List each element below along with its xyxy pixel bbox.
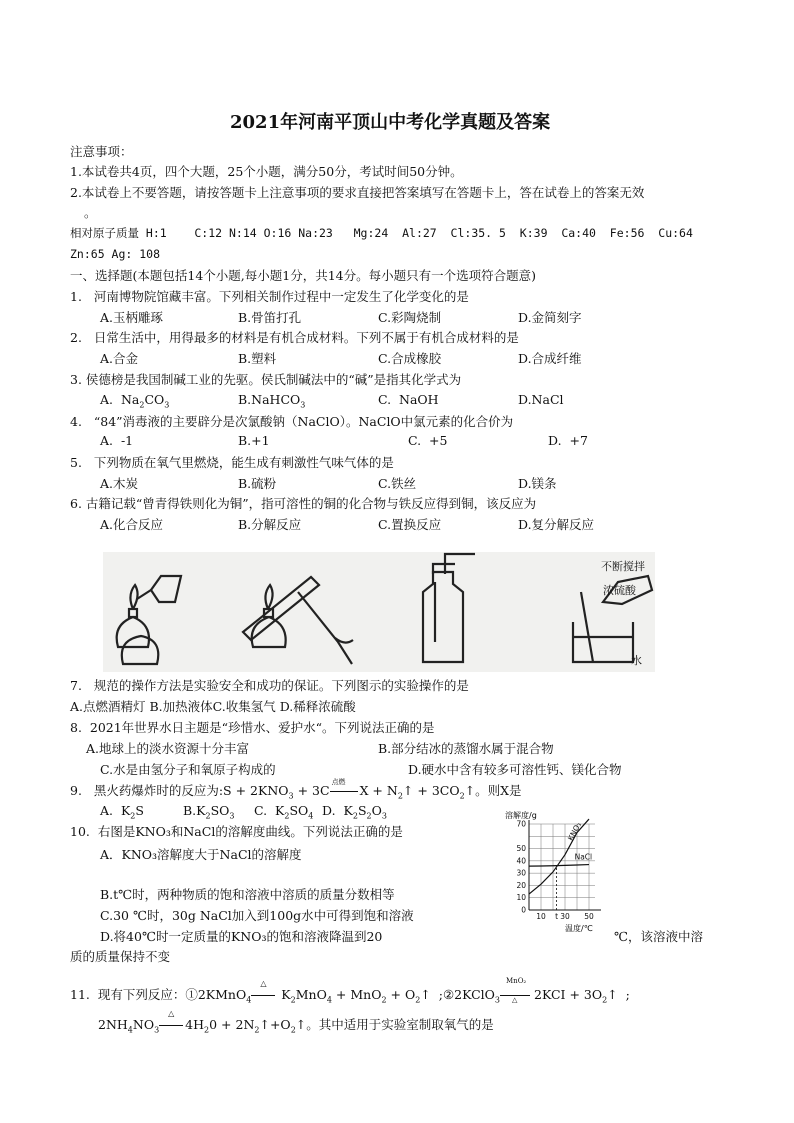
option-a: A.地球上的淡水资源十分丰富 [86,741,250,756]
x-tick-label: 30 [560,912,570,921]
option-b: B.t℃时，两种物质的饱和溶液中溶质的质量分数相等 [100,887,395,902]
solubility-chart [505,810,625,932]
question-stem: 4. “84”消毒液的主要辟分是次氯酸钠（NaClO）。NaClO中氯元素的化合价为 [70,414,514,429]
y-tick-label: 30 [516,868,526,878]
option-c: C. $K_2SO_4$ [254,803,314,821]
option-d: D.镁条 [518,476,557,491]
question-stem-line2: $2NH_4NO_3$ △ $4H_20$ + $2N_2↑+O_2↑$。其中适用于实验室制取氧气的是 [98,1009,494,1035]
option-d: D.NaCl [518,392,564,407]
question-stem: 7. 规范的操作方法是实验安全和成功的保证。下列图示的实验操作的是 [70,678,469,693]
y-tick-label: 50 [516,844,526,854]
chart-xlabel: 温度/℃ [565,924,593,932]
lab-operations-drawing [103,552,655,672]
question-stem: 8. 2021年世界水日主题是“珍惜水、爱护水“。下列说法正确的是 [70,720,435,735]
series-line [529,865,589,867]
option-b: $B.K_2SO_3$ [183,803,235,821]
page-title: 2021年河南平顶山中考化学真题及答案 [230,112,551,133]
section-heading: 一、选择题(本题包括14个小题,每小题1分，共14分。每小题只有一个选项符合题意) [70,268,536,283]
option-b: B.分解反应 [238,517,302,532]
option-b: B.+1 [238,433,270,448]
label-water: 水 [631,654,642,667]
question-stem: 3. 侯德榜是我国制碱工业的先驱。侯氏制碱法中的“碱”是指其化学式为 [70,372,462,387]
option-d: D.复分解反应 [518,517,595,532]
option-d: D.将40℃时一定质量的KNO₃的饱和溶液降温到20 [100,929,383,944]
option-a: A. $Na_2CO_3$ [100,392,170,410]
option-c: C.30 ℃时，30g NaCl加入到100g水中可得到饱和溶液 [100,908,414,923]
option-a: A.合金 [100,351,139,366]
x-tick-label: t [555,912,559,921]
option-c: C.置换反应 [378,517,442,532]
notice-item: 1.本试卷共4页，四个大题，25个小题，满分50分，考试时间50分钟。 [70,164,463,179]
option-d-wrap: 质的质量保持不变 [70,949,171,964]
question-stem: 9. 黑火药爆炸时的反应为:S + $2KNO_3 + 3C$ 点燃 $X + N_2↑$ + $3CO_2↑$。则X是 [70,778,522,801]
question-stem: 5. 下列物质在氧气里燃烧，能生成有刺激性气味气体的是 [70,455,394,470]
series-label: NaCl [574,852,593,862]
option-a: A. $K_2S$ [100,803,144,821]
question-stem: 11. 现有下列反应：①2KMnO$_4$ △ $K_2MnO_4 + MnO_2$ + $O_2↑$ ;②2KClO$_3$ MnO₂ △ $2KCI + 3O_2↑$ ; [70,977,630,1005]
option-d: D. $K_2S_2O_3$ [322,803,387,821]
question-stem: 1. 河南博物院馆藏丰富。下列相关制作过程中一定发生了化学变化的是 [70,289,469,304]
option-d: D.硬水中含有较多可溶性钙、镁化合物 [408,762,622,777]
notice-item: 2.本试卷上不要答题，请按答题卡上注意事项的要求直接把答案填写在答题卡上，答在试卷上的答案无效 [70,185,645,200]
y-tick-label: 40 [516,856,526,866]
x-tick-label: 50 [584,912,594,921]
option-b: B.部分结冰的蒸馏水属于混合物 [378,741,554,756]
option-b: B.NaHCO$_3$ [238,392,306,410]
option-a: A. -1 [100,433,134,448]
question-stem: 2. 日常生活中，用得最多的材料是有机合成材料。下列不属于有机合成材料的是 [70,330,519,345]
x-tick-label: 10 [536,912,546,921]
notice-item: 。 [84,205,97,220]
question-options: A.点燃酒精灯 B.加热液体C.收集氢气 D.稀释浓硫酸 [70,699,356,714]
option-b: B.硫粉 [238,476,277,491]
option-c: C.水是由氢分子和氧原子构成的 [100,762,276,777]
option-c: C.彩陶烧制 [378,310,442,325]
option-a: A.木炭 [100,476,139,491]
option-c: C. NaOH [378,392,439,407]
label-acid: 浓硫酸 [603,584,636,597]
option-a: A．KNO₃溶解度大于NaCl的溶解度 [100,847,302,862]
option-d: D. +7 [548,433,588,448]
option-b: B.塑料 [238,351,277,366]
question-stem: 6. 古籍记载“曾青得铁则化为铜”，指可溶性的铜的化合物与铁反应得到铜，该反应为 [70,496,537,511]
option-c: C.合成橡胶 [378,351,442,366]
series-label: KNO₃ [566,820,584,843]
option-d: D.金简刻字 [518,310,582,325]
option-c: C. +5 [408,433,448,448]
notice-heading: 注意事项： [70,144,133,159]
lab-operations-figure [103,552,655,672]
y-tick-label: 20 [516,880,526,890]
y-tick-label: 0 [521,905,526,915]
option-a: A.玉柄雕琢 [100,310,164,325]
option-d-continued: ℃，该溶液中溶 [614,929,703,944]
chart-ylabel: 溶解度/g [505,811,537,820]
option-c: C.铁丝 [378,476,417,491]
y-tick-label: 70 [516,819,526,829]
y-tick-label: 10 [516,893,526,903]
atomic-mass-line: 相对原子质量 H:1 C:12 N:14 O:16 Na:23 Mg:24 Al:27 Cl:35. 5 K:39 Ca:40 Fe:56 Cu:64 [70,226,693,240]
atomic-mass-line: Zn:65 Ag: 108 [70,247,161,261]
option-a: A.化合反应 [100,517,164,532]
option-d: D.合成纤维 [518,351,582,366]
label-stir: 不断搅拌 [601,560,645,573]
question-stem: 10. 右图是KNO₃和NaCl的溶解度曲线。下列说法正确的是 [70,824,403,839]
option-b: B.骨笛打孔 [238,310,302,325]
